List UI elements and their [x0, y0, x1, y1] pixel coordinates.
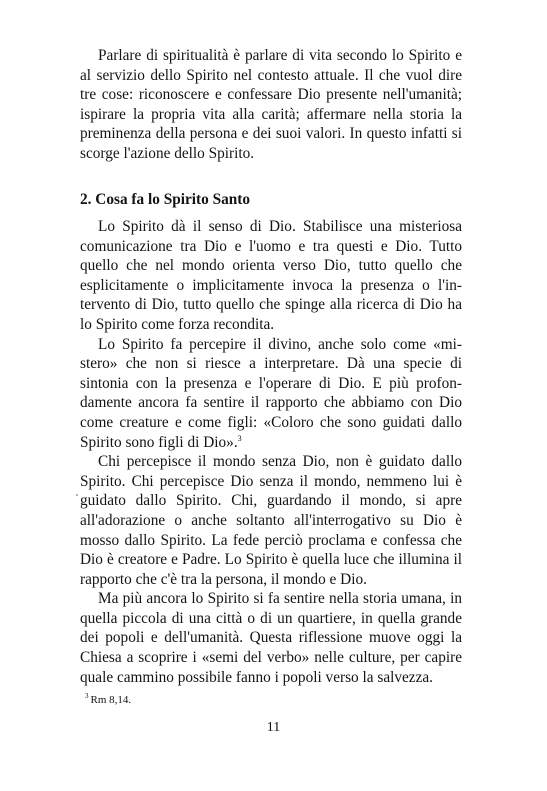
section-paragraph-4: Ma più ancora lo Spirito si fa sentire nella storia umana, in quella piccola di una città o di un quartiere, in quella grande dei popoli e dell'umanità. Questa riflessione muove oggi la Chiesa a scoprire i «semi del verbo» nelle culture, per capire quale cammino possibile fanno i popoli verso la salvezza.: [80, 590, 462, 686]
section-heading: 2. Cosa fa lo Spirito Santo: [80, 191, 250, 208]
intro-paragraph: Parlare di spiritualità è parlare di vita secondo lo Spirito e al servizio dello Spirito nel contesto attuale. Il che vuol dire tre cose: riconoscere e confessare Dio presente nell'umanità; ispirare la propria vita alla carità; affermare nella storia la preminenza della persona e dei suoi valori. In questo infatti si scorge l'azione dello Spirito.: [80, 47, 462, 162]
section-body: [80, 217, 462, 687]
footnote: [85, 693, 385, 707]
page-number: 11: [266, 720, 281, 735]
section-paragraph-3: Chi percepisce il mondo senza Dio, non è guidato dallo Spirito. Chi percepisce Dio senza il mondo, nemmeno lui è guidato dallo Spirito. Chi, guardando il mondo, si apre all'adorazione o anche soltanto all'interrogativo su Dio è mosso dallo Spirito. La fede perciò proclama e confessa che Dio è creatore e Padre. Lo Spirito è quella luce che illumina il rapporto che c'è tra la persona, il mondo e Dio.: [80, 453, 462, 588]
footnote-number: 3: [85, 692, 89, 701]
footnote-reference: 3: [237, 433, 242, 443]
section-paragraph-2: [80, 335, 462, 453]
footnote-text: Rm 8,14.: [90, 694, 132, 706]
section-paragraph-1: Lo Spirito dà il senso di Dio. Stabilisce una misteriosa comunicazione tra Dio e l'uomo e tra questi e Dio. Tutto quello che nel mondo orienta verso Dio, tutto quello che esplicitamente o implicitamente invoca la presenza o l'intervento di Dio, tutto quello che spinge alla ricerca di Dio ha lo Spirito come forza recondita.: [80, 218, 462, 333]
scan-speck: [76, 494, 78, 496]
section-paragraph-2-text: Lo Spirito fa percepire il divino, anche solo come «mistero» che non si riesce a interpretare. Dà una specie di sintonia con la presenza e l'operare di Dio. E più profondamente ancora fa sentire il rapporto che abbiamo con Dio come creature e come figli: «Coloro che sono guidati dallo Spirito sono figli di Dio».: [80, 335, 462, 451]
